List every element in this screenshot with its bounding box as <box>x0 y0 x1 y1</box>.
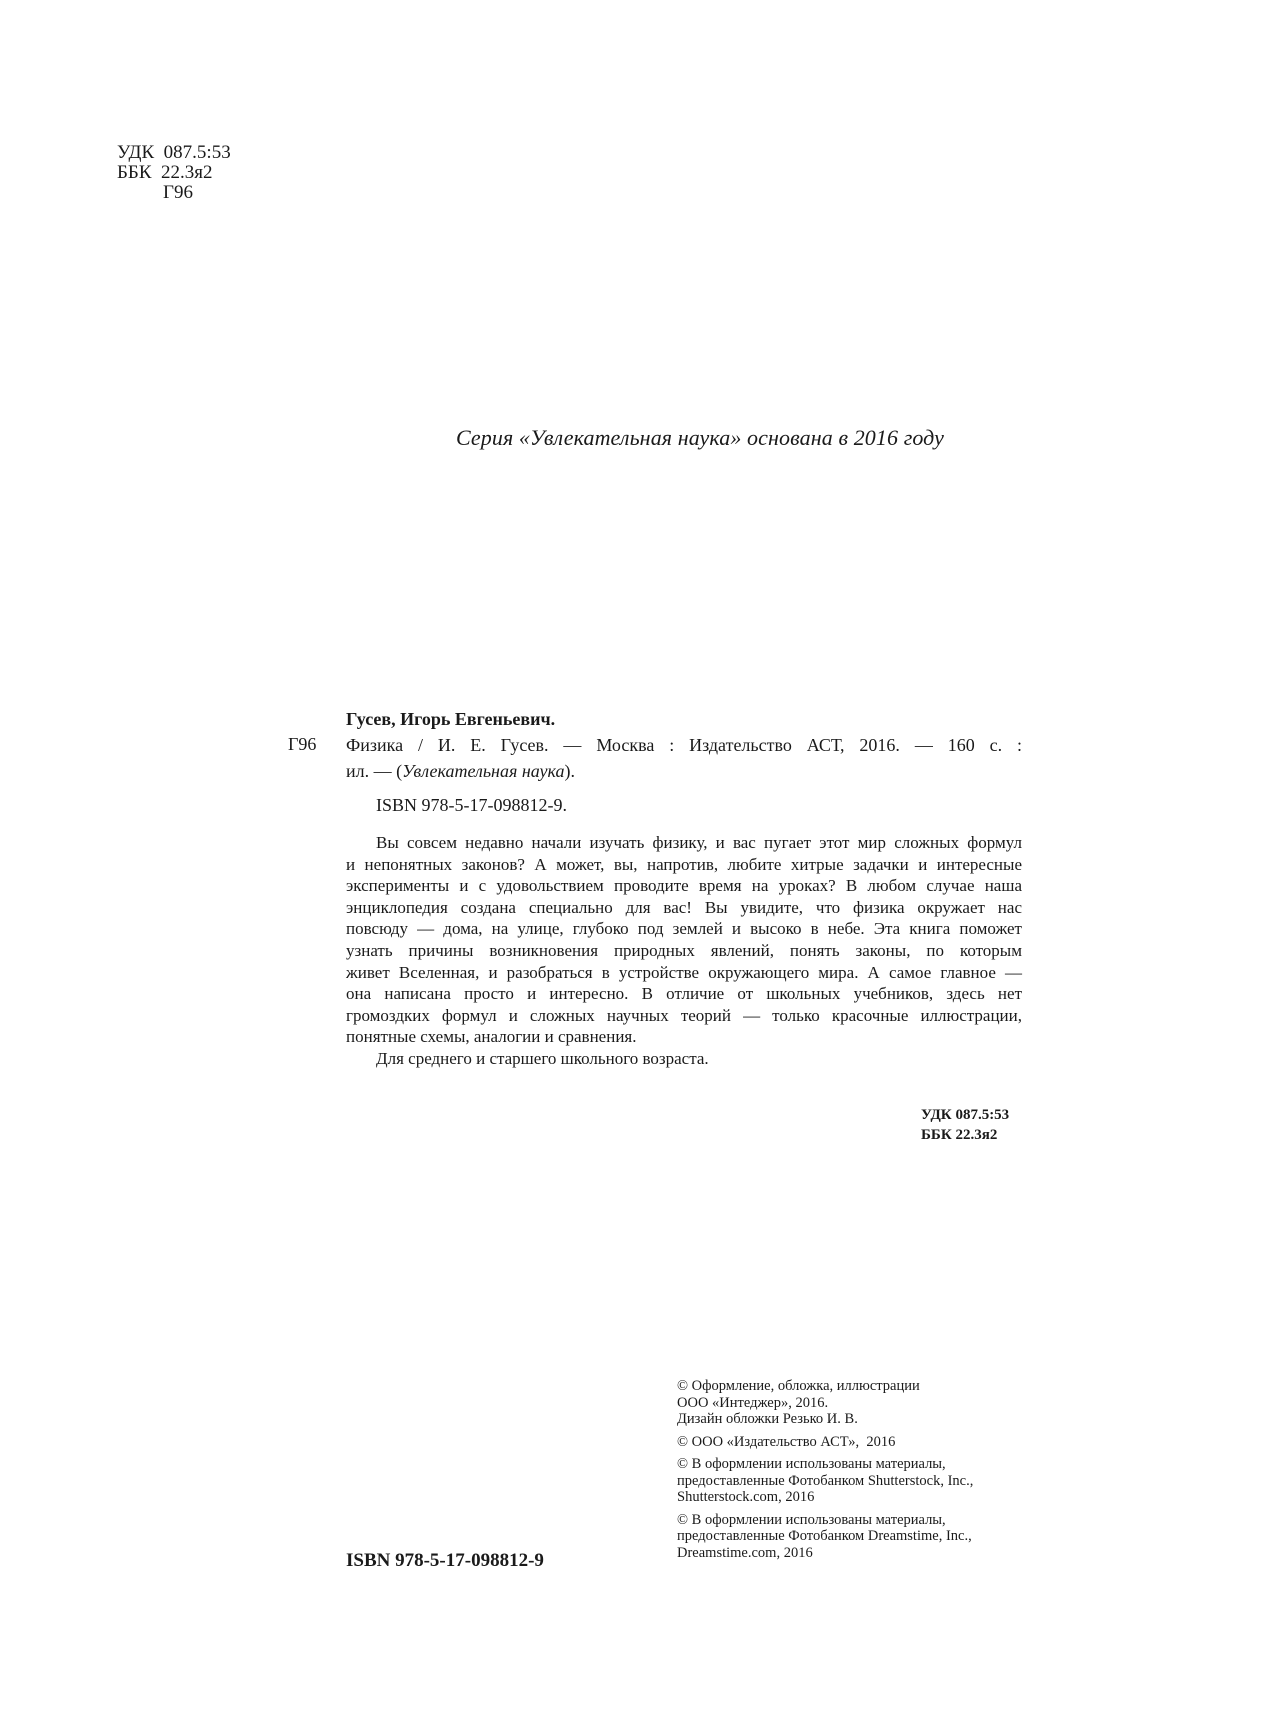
audience-note: Для среднего и старшего школьного возраста. <box>376 1048 709 1068</box>
author-sign: Г96 <box>288 734 317 754</box>
udk-code-bottom: УДК 087.5:53 <box>921 1107 1010 1123</box>
annotation-line: громоздких формул и сложных научных теорий — только красочные иллюстрации, <box>346 1005 1022 1025</box>
bbk-code: ББК 22.3я2 <box>117 162 213 183</box>
classification-codes-top <box>117 143 231 203</box>
copyright-line: Дизайн обложки Резько И. В. <box>677 1411 858 1427</box>
annotation-line: энциклопедия создана специально для вас! Вы увидите, что физика окружает нас <box>346 897 1022 917</box>
copyright-block <box>677 1378 1037 1567</box>
series-suffix: ). <box>564 761 575 781</box>
annotation-line: повсюду — дома, на улице, глубоко под землей и высоко в небе. Эта книга поможет <box>346 919 1022 939</box>
annotation <box>346 832 1022 1070</box>
series-line <box>346 758 1022 784</box>
author-name: Гусев, Игорь Евгеньевич. <box>346 709 556 729</box>
series-note: Серия «Увлекательная наука» основана в 2016 году <box>455 425 944 450</box>
isbn-line: ISBN 978-5-17-098812-9. <box>376 795 567 815</box>
title-line: Физика / И. Е. Гусев. — Москва : Издательство АСТ, 2016. — 160 с. : <box>346 735 1022 755</box>
bbk-code-bottom: ББК 22.3я2 <box>921 1127 998 1143</box>
bibliographic-record <box>346 706 1022 818</box>
series-name: Увлекательная наука <box>402 761 565 781</box>
classification-codes-bottom <box>921 1105 1009 1145</box>
annotation-line: узнать причины возникновения природных явлений, понять законы, по которым <box>346 940 1022 960</box>
copyright-line: © В оформлении использованы материалы, <box>677 1456 946 1472</box>
annotation-line: Вы совсем недавно начали изучать физику, и вас пугает этот мир сложных формул <box>376 833 1022 852</box>
copyright-line: Shutterstock.com, 2016 <box>677 1489 815 1505</box>
author-sign-top: Г96 <box>163 182 193 203</box>
copyright-line: © Оформление, обложка, иллюстрации <box>677 1378 920 1394</box>
copyright-line: ООО «Интеджер», 2016. <box>677 1394 829 1411</box>
copyright-item <box>677 1456 1037 1506</box>
copyright-line: предоставленные Фотобанком Dreamstime, Inc., <box>677 1528 972 1544</box>
copyright-line: предоставленные Фотобанком Shutterstock, Inc., <box>677 1472 974 1489</box>
udk-code: УДК 087.5:53 <box>117 142 231 163</box>
copyright-item <box>677 1378 1037 1428</box>
annotation-line: она написана просто и интересно. В отличие от школьных учебников, здесь нет <box>346 984 1022 1004</box>
isbn-bottom: ISBN 978-5-17-098812-9 <box>346 1550 544 1571</box>
copyright-line: Dreamstime.com, 2016 <box>677 1544 813 1561</box>
annotation-line: эксперименты и с удовольствием проводите время на уроках? В любом случае наша <box>346 876 1022 896</box>
series-prefix: ил. — ( <box>346 761 403 781</box>
copyright-line: © ООО «Издательство АСТ», 2016 <box>677 1433 896 1450</box>
annotation-line: и непонятных законов? А может, вы, напротив, любите хитрые задачки и интересные <box>346 854 1022 874</box>
annotation-line: живет Вселенная, и разобраться в устройстве окружающего мира. А самое главное — <box>346 962 1022 982</box>
copyright-line: © В оформлении использованы материалы, <box>677 1511 946 1528</box>
copyright-item <box>677 1434 1037 1451</box>
annotation-line: понятные схемы, аналогии и сравнения. <box>346 1027 637 1047</box>
copyright-item <box>677 1512 1037 1562</box>
